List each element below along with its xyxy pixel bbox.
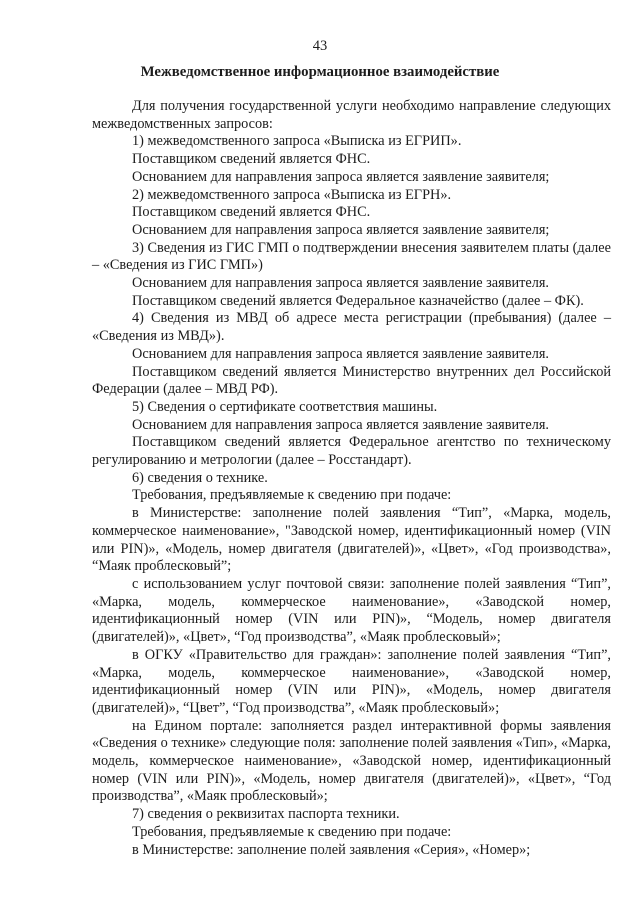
request-6-requirements: Требования, предъявляемые к сведению при подаче: [132,487,452,504]
request-6-portal: на Едином портале: заполняется раздел интерактивной формы заявления «Сведения о технике» следующие поля: заполнение полей заявления «Тип», «Марка, модель, коммерческое наименование», «Заводской номер, идентификационный номер (VIN или PIN)», «Модель, номер двигателя (двигателей)», «Цвет», “Год производства”, «Маяк проблесковый»; [92,717,611,805]
request-5-provider: Поставщиком сведений является Федеральное агентство по техническому регулированию и метрологии (далее – Росстандарт). [92,434,611,469]
request-1-basis: Основанием для направления запроса является заявление заявителя; [132,168,550,185]
section-title: Межведомственное информационное взаимодействие [140,64,500,80]
request-2-provider: Поставщиком сведений является ФНС. [132,204,371,221]
request-2-basis: Основанием для направления запроса является заявление заявителя; [132,221,550,238]
request-7-ministry: в Министерстве: заполнение полей заявления «Серия», «Номер»; [132,841,531,858]
request-2-heading: 2) межведомственного запроса «Выписка из ЕГРН». [132,186,452,203]
page-number: 43 [312,38,328,54]
request-4-heading: 4) Сведения из МВД об адресе места регистрации (пребывания) (далее – «Сведения из МВД»). [92,310,611,345]
request-7-heading: 7) сведения о реквизитах паспорта техники. [132,806,400,823]
document-body [92,98,611,859]
request-1-heading: 1) межведомственного запроса «Выписка из ЕГРИП». [132,133,462,150]
request-3-heading: 3) Сведения из ГИС ГМП о подтверждении внесения заявителем платы (далее – «Сведения из ГИС ГМП») [92,239,611,274]
request-3-basis: Основанием для направления запроса является заявление заявителя. [132,275,549,292]
request-6-heading: 6) сведения о технике. [132,469,268,486]
request-1-provider: Поставщиком сведений является ФНС. [132,151,371,168]
request-6-post: с использованием услуг почтовой связи: заполнение полей заявления “Тип”, «Марка, модель, коммерческое наименование», «Заводской номер, идентификационный номер (VIN или PIN)», “Модель, номер двигателя (двигателей)», «Цвет», “Год производства”, «Маяк проблесковый»; [92,575,611,646]
request-6-ministry: в Министерстве: заполнение полей заявления “Тип”, «Марка, модель, коммерческое наименование», "Заводской номер, идентификационный номер (VIN или PIN)», «Модель, номер двигателя (двигателей)», «Цвет», «Год производства», “Маяк проблесковый”; [92,505,611,575]
request-4-basis: Основанием для направления запроса является заявление заявителя. [132,345,549,362]
request-4-provider: Поставщиком сведений является Министерство внутренних дел Российской Федерации (далее – МВД РФ). [92,363,611,398]
request-6-ogku: в ОГКУ «Правительство для граждан»: заполнение полей заявления “Тип”, «Марка, модель, коммерческое наименование», «Заводской номер, идентификационный номер (VIN или PIN)», «Модель, номер двигателя (двигателей)», “Цвет”, “Год производства”, «Маяк проблесковый»; [92,646,611,716]
intro-paragraph: Для получения государственной услуги необходимо направление следующих межведомственных запросов: [92,98,611,132]
request-5-basis: Основанием для направления запроса является заявление заявителя. [132,416,549,433]
request-5-heading: 5) Сведения о сертификате соответствия машины. [132,398,438,415]
request-3-provider: Поставщиком сведений является Федеральное казначейство (далее – ФК). [132,292,584,309]
request-7-requirements: Требования, предъявляемые к сведению при подаче: [132,823,452,840]
